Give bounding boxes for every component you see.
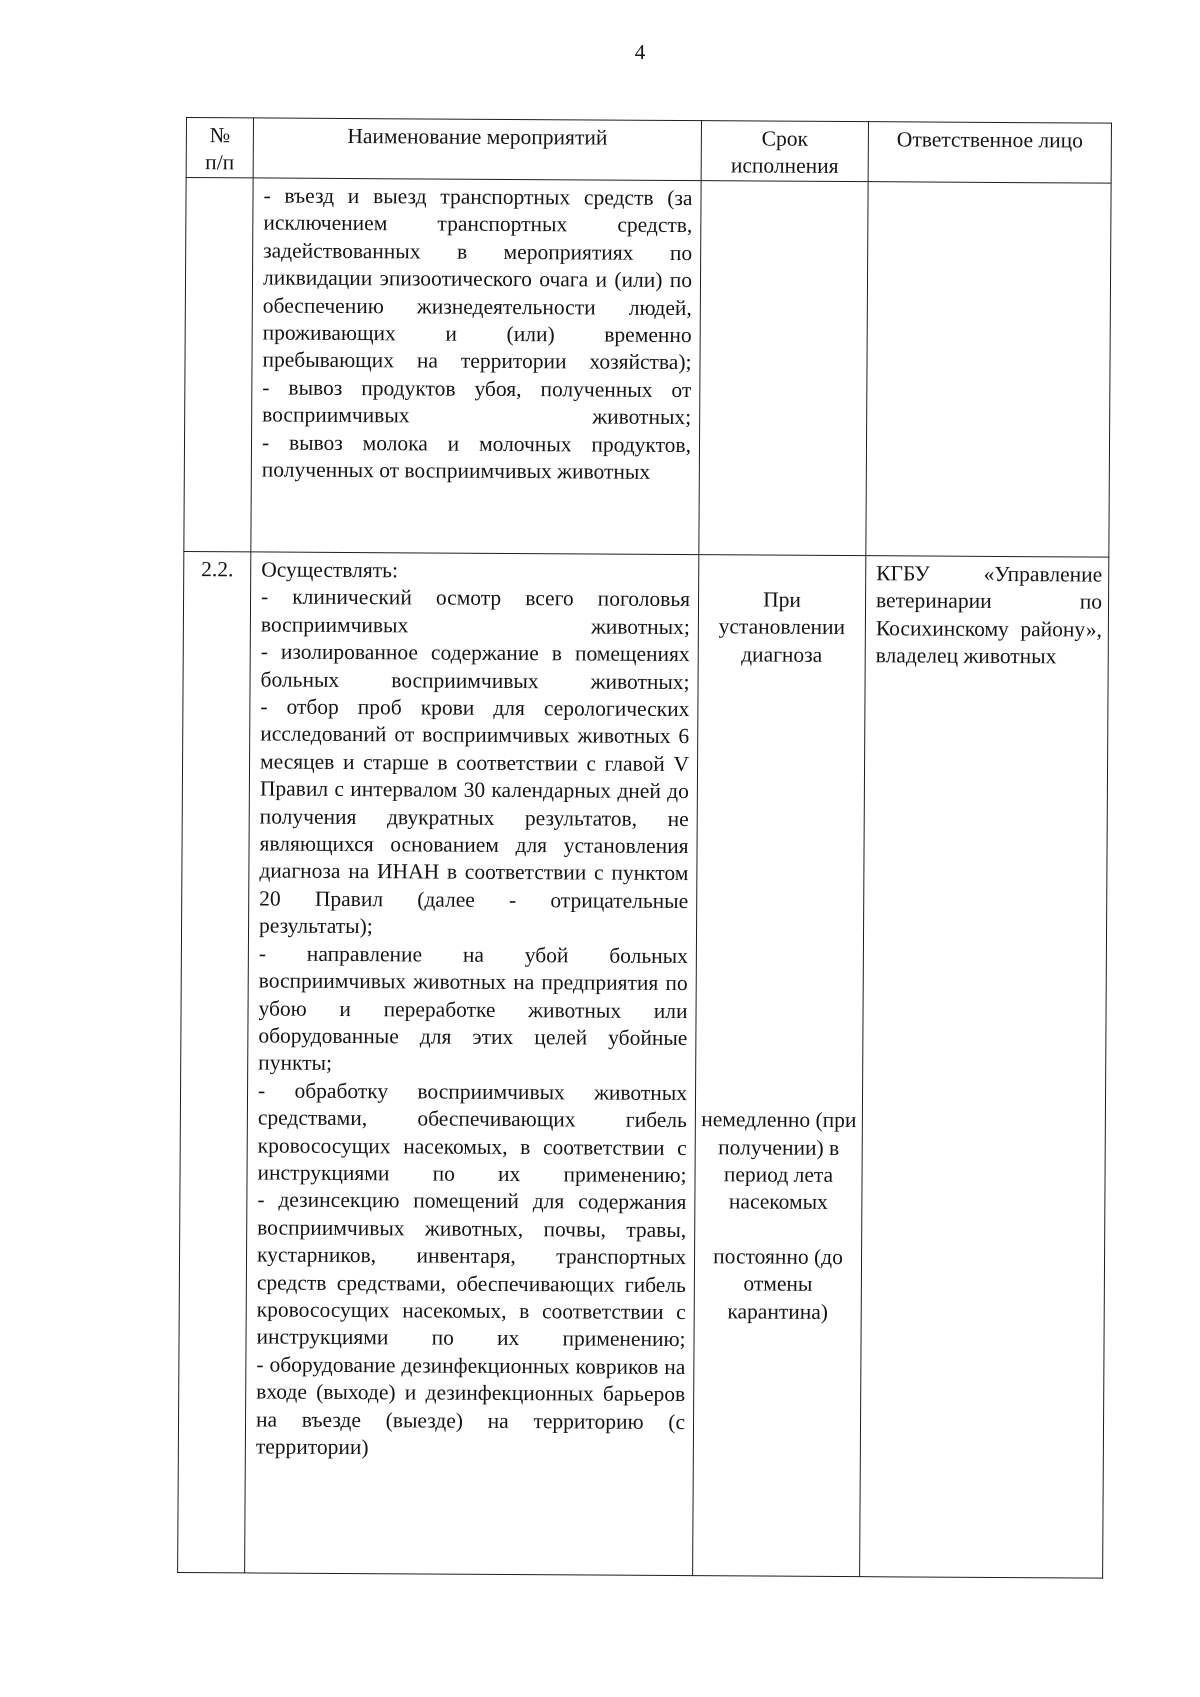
measure-paragraph: Осуществлять: (261, 557, 399, 583)
page-number: 4 (634, 40, 646, 64)
term-text: постоянно (до отмены карантина) (713, 1244, 843, 1324)
measure-paragraph: - вывоз продуктов убоя, полученных от восприимчивых животных; (262, 375, 692, 430)
header-name: Наименование мероприятий (253, 118, 701, 181)
header-number (186, 118, 253, 178)
row-measures (251, 178, 701, 555)
table-row (184, 178, 1111, 558)
header-term-text: Срок исполнения (730, 126, 839, 179)
row-responsible: КГБУ «Управление ветеринарии по Косихинскому району», владелец животных (860, 556, 1109, 1578)
table-row (178, 551, 1109, 1578)
header-term (701, 121, 868, 182)
measure-paragraph: - изолированное содержание в помещениях больных восприимчивых животных; (260, 639, 690, 694)
row-term (693, 555, 866, 1577)
measure-paragraph: - обработку восприимчивых животных средствами, обеспечивающих гибель кровососущих насекомых, в соответствии с инструкциями по их применению; (257, 1078, 688, 1188)
term-spacer (703, 559, 861, 587)
row-term (699, 181, 868, 556)
measures-table (177, 117, 1112, 1579)
header-number-text: № п/п (205, 123, 235, 175)
term-spacer (700, 668, 861, 1107)
measures-table-wrapper (177, 117, 1111, 1579)
row-number (184, 178, 253, 552)
measure-paragraph: - отбор проб крови для серологических исследований от восприимчивых животных 6 месяцев и старше в соответствии с главой V Правил с интервалом 30 календарных дней до получения двукратных результатов, не являющихся основанием для установления диагноза на ИНАН в соответствии с пунктом 20 Правил (далее - отрицательные результаты); (258, 694, 690, 939)
row-responsible (866, 182, 1111, 557)
measure-paragraph: - вывоз молока и молочных продуктов, полученных от восприимчивых животных (261, 430, 692, 484)
table-header-row (186, 118, 1111, 184)
term-text: При установлении диагноза (718, 587, 846, 667)
measure-paragraph: - дезинсекцию помещений для содержания восприимчивых животных, почвы, травы, кустарников, инвентаря, транспортных средств средствами, обеспечивающих гибель кровососущих насекомых, в соответствии с инструкциями по их применению; (256, 1187, 687, 1352)
measure-paragraph: - въезд и выезд транспортных средств (за исключением транспортных средств, задействованных в мероприятиях по ликвидации эпизоотического очага и (или) по обеспечению жизнедеятельности людей, проживающих и (или) временно пребывающих на территории хозяйства); (262, 183, 693, 375)
term-text: немедленно (при получении) в период лета насекомых (701, 1107, 857, 1215)
row-measures (245, 552, 699, 1576)
row-number: 2.2. (178, 551, 251, 1572)
measure-paragraph: - направление на убой больных восприимчивых животных на предприятия по убою и переработке животных или оборудованные для этих целей убойные пункты; (258, 941, 688, 1076)
term-spacer (699, 1216, 857, 1244)
header-responsible: Ответственное лицо (868, 122, 1111, 183)
measure-paragraph: - оборудование дезинфекционных ковриков на входе (выходе) и дезинфекционных барьеров на въезде (выезде) на территорию (с территории) (255, 1352, 686, 1460)
measure-paragraph: - клинический осмотр всего поголовья восприимчивых животных; (260, 584, 691, 639)
